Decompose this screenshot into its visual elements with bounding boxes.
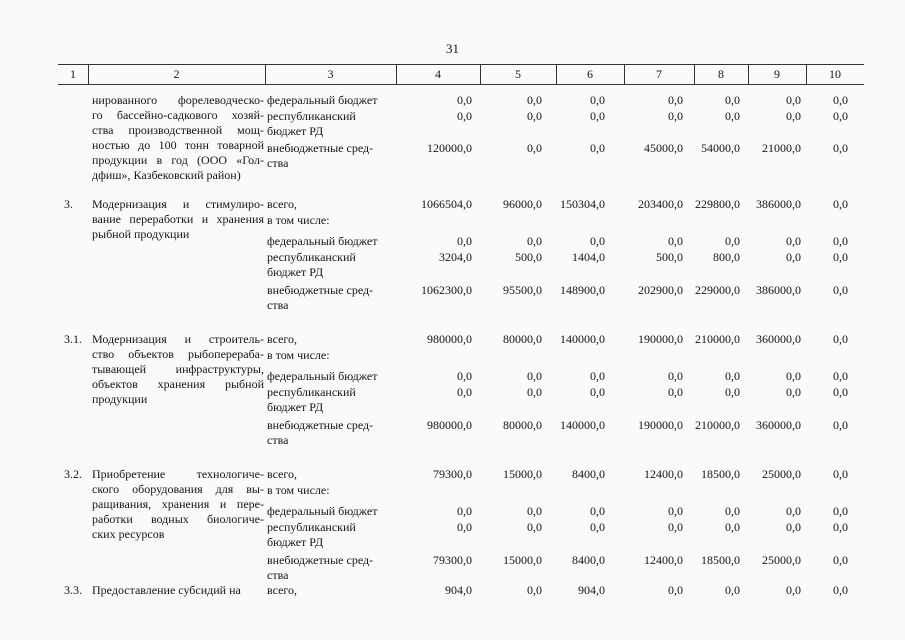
value-cell: 80000,0 [503,332,542,346]
funding-source: республиканский [267,385,356,399]
value-cell: 0,0 [833,197,848,211]
measure-name-line: Приобретение технологиче- [92,467,264,481]
value-cell: 0,0 [786,583,801,597]
value-cell: 0,0 [590,234,605,248]
measure-name-line: Модернизация и стимулиро- [92,197,264,211]
value-cell: 500,0 [656,250,683,264]
value-cell: 0,0 [668,234,683,248]
funding-source: внебюджетные сред- [267,141,374,155]
value-cell: 0,0 [590,109,605,123]
row-number: 3.1. [64,332,82,346]
value-cell: 980000,0 [427,332,472,346]
value-cell: 904,0 [445,583,472,597]
value-cell: 0,0 [725,234,740,248]
column-header: 1 [70,67,76,81]
value-cell: 0,0 [725,385,740,399]
value-cell: 3204,0 [439,250,472,264]
value-cell: 202900,0 [638,283,683,297]
value-cell: 140000,0 [560,418,605,432]
value-cell: 360000,0 [756,332,801,346]
value-cell: 0,0 [527,109,542,123]
value-cell: 0,0 [668,385,683,399]
measure-name-line: ства производственной мощ- [92,123,264,137]
value-cell: 0,0 [786,369,801,383]
value-cell: 0,0 [786,385,801,399]
funding-source: республиканский [267,250,356,264]
value-cell: 980000,0 [427,418,472,432]
value-cell: 0,0 [725,504,740,518]
value-cell: 0,0 [725,109,740,123]
funding-source: в том числе: [267,348,330,362]
measure-name-line: Модернизация и строитель- [92,332,264,346]
value-cell: 500,0 [515,250,542,264]
measure-name-line: нированного форелеводческо- [92,93,264,107]
funding-source: бюджет РД [267,265,324,279]
value-cell: 0,0 [786,250,801,264]
value-cell: 386000,0 [756,283,801,297]
value-cell: 0,0 [833,141,848,155]
value-cell: 0,0 [527,369,542,383]
value-cell: 0,0 [786,234,801,248]
measure-name-line: вание переработки и хранения [92,212,264,226]
value-cell: 0,0 [786,93,801,107]
value-cell: 210000,0 [695,332,740,346]
funding-source: всего, [267,197,298,211]
value-cell: 0,0 [527,141,542,155]
value-cell: 229000,0 [695,283,740,297]
value-cell: 25000,0 [762,553,801,567]
value-cell: 0,0 [668,520,683,534]
value-cell: 0,0 [833,553,848,567]
measure-name-line: рыбной продукции [92,227,190,241]
value-cell: 0,0 [590,520,605,534]
value-cell: 120000,0 [427,141,472,155]
value-cell: 0,0 [786,109,801,123]
value-cell: 0,0 [527,520,542,534]
value-cell: 0,0 [833,385,848,399]
value-cell: 0,0 [457,234,472,248]
value-cell: 0,0 [833,467,848,481]
value-cell: 386000,0 [756,197,801,211]
value-cell: 96000,0 [503,197,542,211]
value-cell: 0,0 [457,93,472,107]
measure-name-line: ского оборудования для вы- [92,482,264,496]
value-cell: 150304,0 [560,197,605,211]
value-cell: 0,0 [833,332,848,346]
value-cell: 0,0 [833,369,848,383]
funding-source: ства [267,156,289,170]
value-cell: 0,0 [457,520,472,534]
measure-name-line: го бассейно-садкового хозяй- [92,108,264,122]
value-cell: 0,0 [786,520,801,534]
value-cell: 18500,0 [701,553,740,567]
value-cell: 0,0 [725,583,740,597]
value-cell: 0,0 [833,583,848,597]
value-cell: 0,0 [833,234,848,248]
value-cell: 140000,0 [560,332,605,346]
value-cell: 0,0 [590,93,605,107]
column-header: 3 [327,67,334,81]
funding-source: внебюджетные сред- [267,553,374,567]
column-header: 6 [587,67,593,81]
value-cell: 0,0 [457,369,472,383]
value-cell: 0,0 [833,109,848,123]
value-cell: 0,0 [457,504,472,518]
value-cell: 18500,0 [701,467,740,481]
value-cell: 904,0 [578,583,605,597]
value-cell: 12400,0 [644,467,683,481]
funding-source: ства [267,433,289,447]
value-cell: 0,0 [725,93,740,107]
value-cell: 0,0 [590,504,605,518]
value-cell: 0,0 [457,385,472,399]
funding-source: всего, [267,332,298,346]
funding-source: бюджет РД [267,535,324,549]
value-cell: 0,0 [527,234,542,248]
value-cell: 148900,0 [560,283,605,297]
value-cell: 0,0 [833,250,848,264]
value-cell: 54000,0 [701,141,740,155]
funding-source: бюджет РД [267,124,324,138]
measure-name-line: ностью до 100 тонн товарной [92,138,264,152]
value-cell: 15000,0 [503,467,542,481]
funding-source: в том числе: [267,213,330,227]
funding-source: в том числе: [267,483,330,497]
value-cell: 0,0 [527,583,542,597]
value-cell: 0,0 [833,93,848,107]
value-cell: 0,0 [833,504,848,518]
measure-name-line: дфиш», Казбековский район) [92,168,241,182]
value-cell: 1062300,0 [421,283,472,297]
measure-name-line: продукции в год (ООО «Гол- [92,153,264,167]
funding-source: всего, [267,583,298,597]
value-cell: 21000,0 [762,141,801,155]
value-cell: 0,0 [668,109,683,123]
value-cell: 95500,0 [503,283,542,297]
value-cell: 0,0 [725,369,740,383]
value-cell: 210000,0 [695,418,740,432]
value-cell: 0,0 [786,504,801,518]
funding-source: федеральный бюджет [267,234,378,248]
value-cell: 203400,0 [638,197,683,211]
funding-source: ства [267,568,289,582]
measure-name-line: тывающей инфраструктуры, [92,362,264,376]
value-cell: 229800,0 [695,197,740,211]
measure-name-line: работки водных биологиче- [92,512,264,526]
value-cell: 190000,0 [638,418,683,432]
measure-name-line: ство объектов рыбоперераба- [92,347,264,361]
value-cell: 0,0 [725,520,740,534]
measure-name-line: Предоставление субсидий на [92,583,241,597]
value-cell: 0,0 [668,583,683,597]
value-cell: 25000,0 [762,467,801,481]
value-cell: 0,0 [590,385,605,399]
funding-source: бюджет РД [267,400,324,414]
value-cell: 1066504,0 [421,197,472,211]
value-cell: 8400,0 [572,467,605,481]
value-cell: 80000,0 [503,418,542,432]
value-cell: 12400,0 [644,553,683,567]
measure-name-line: ращивания, хранения и пере- [92,497,264,511]
column-header: 9 [774,67,780,81]
value-cell: 0,0 [457,109,472,123]
funding-source: республиканский [267,109,356,123]
column-header: 4 [435,67,441,81]
value-cell: 15000,0 [503,553,542,567]
funding-source: внебюджетные сред- [267,283,374,297]
value-cell: 1404,0 [572,250,605,264]
column-header: 7 [656,67,662,81]
page-number: 31 [446,41,459,56]
value-cell: 79300,0 [433,467,472,481]
column-header: 5 [515,67,521,81]
value-cell: 0,0 [668,504,683,518]
value-cell: 79300,0 [433,553,472,567]
column-header: 8 [718,67,724,81]
measure-name-line: продукции [92,392,148,406]
funding-source: всего, [267,467,298,481]
funding-source: ства [267,298,289,312]
value-cell: 0,0 [527,504,542,518]
table-header-border [58,84,864,85]
funding-source: федеральный бюджет [267,369,378,383]
funding-source: федеральный бюджет [267,93,378,107]
value-cell: 190000,0 [638,332,683,346]
value-cell: 0,0 [668,93,683,107]
row-number: 3. [64,197,73,211]
value-cell: 0,0 [668,369,683,383]
value-cell: 0,0 [590,141,605,155]
value-cell: 0,0 [833,283,848,297]
value-cell: 0,0 [833,520,848,534]
value-cell: 45000,0 [644,141,683,155]
funding-source: внебюджетные сред- [267,418,374,432]
column-header: 2 [173,67,180,81]
measure-name-line: объектов хранения рыбной [92,377,264,391]
value-cell: 8400,0 [572,553,605,567]
value-cell: 0,0 [527,93,542,107]
column-header: 10 [829,67,841,81]
row-number: 3.3. [64,583,82,597]
funding-source: республиканский [267,520,356,534]
value-cell: 0,0 [833,418,848,432]
value-cell: 0,0 [527,385,542,399]
value-cell: 800,0 [713,250,740,264]
table-top-border [58,64,864,65]
measure-name-line: ских ресурсов [92,527,165,541]
funding-source: федеральный бюджет [267,504,378,518]
value-cell: 0,0 [590,369,605,383]
value-cell: 360000,0 [756,418,801,432]
row-number: 3.2. [64,467,82,481]
